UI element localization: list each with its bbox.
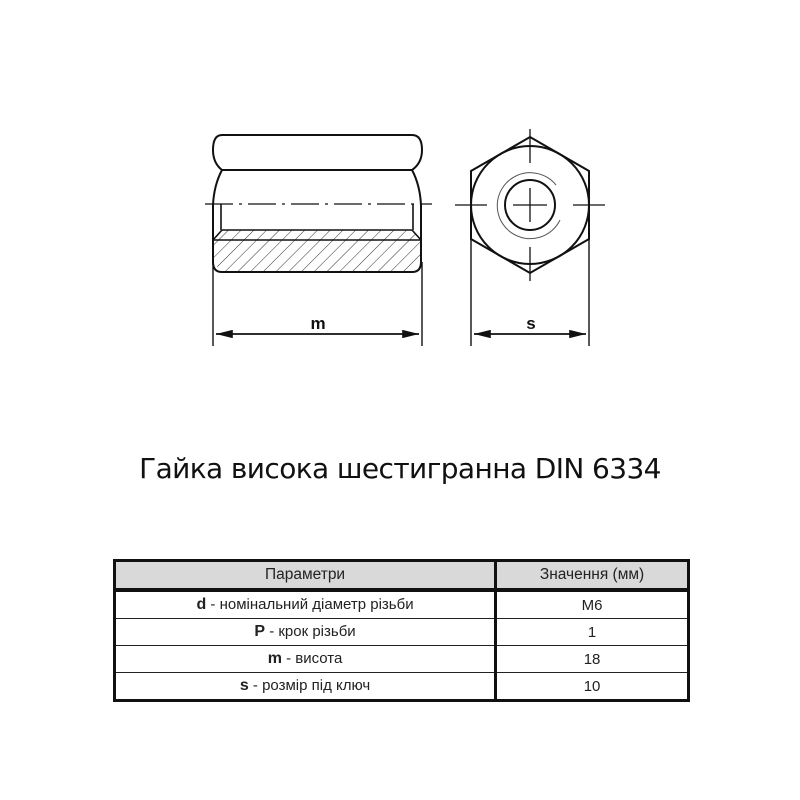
table-header-row xyxy=(115,561,689,591)
dimension-label-s: s xyxy=(526,314,536,333)
value-cell: 1 xyxy=(496,619,689,646)
param-cell xyxy=(115,673,496,701)
param-description: - висота xyxy=(281,650,343,667)
param-symbol: s xyxy=(239,677,249,694)
value-cell: M6 xyxy=(496,590,689,619)
param-description: - номінальний діаметр різьби xyxy=(206,596,414,613)
param-cell xyxy=(115,619,496,646)
param-cell xyxy=(115,646,496,673)
table-row xyxy=(115,673,689,701)
param-description: - розмір під ключ xyxy=(248,677,371,694)
table-row xyxy=(115,646,689,673)
header-values: Значення (мм) xyxy=(496,561,689,591)
param-cell xyxy=(115,590,496,619)
nut-drawing-svg xyxy=(0,0,800,380)
param-symbol: m xyxy=(267,650,282,667)
specifications-table xyxy=(113,559,690,702)
table-row xyxy=(115,590,689,619)
param-description: - крок різьби xyxy=(265,623,356,640)
param-symbol: d xyxy=(196,596,207,613)
dimension-label-m: m xyxy=(310,314,326,333)
product-title: Гайка висока шестигранна DIN 6334 xyxy=(139,452,661,485)
value-cell: 10 xyxy=(496,673,689,701)
technical-drawing xyxy=(0,0,800,380)
param-symbol: P xyxy=(254,623,266,640)
table-row xyxy=(115,619,689,646)
header-parameters: Параметри xyxy=(115,561,496,591)
value-cell: 18 xyxy=(496,646,689,673)
